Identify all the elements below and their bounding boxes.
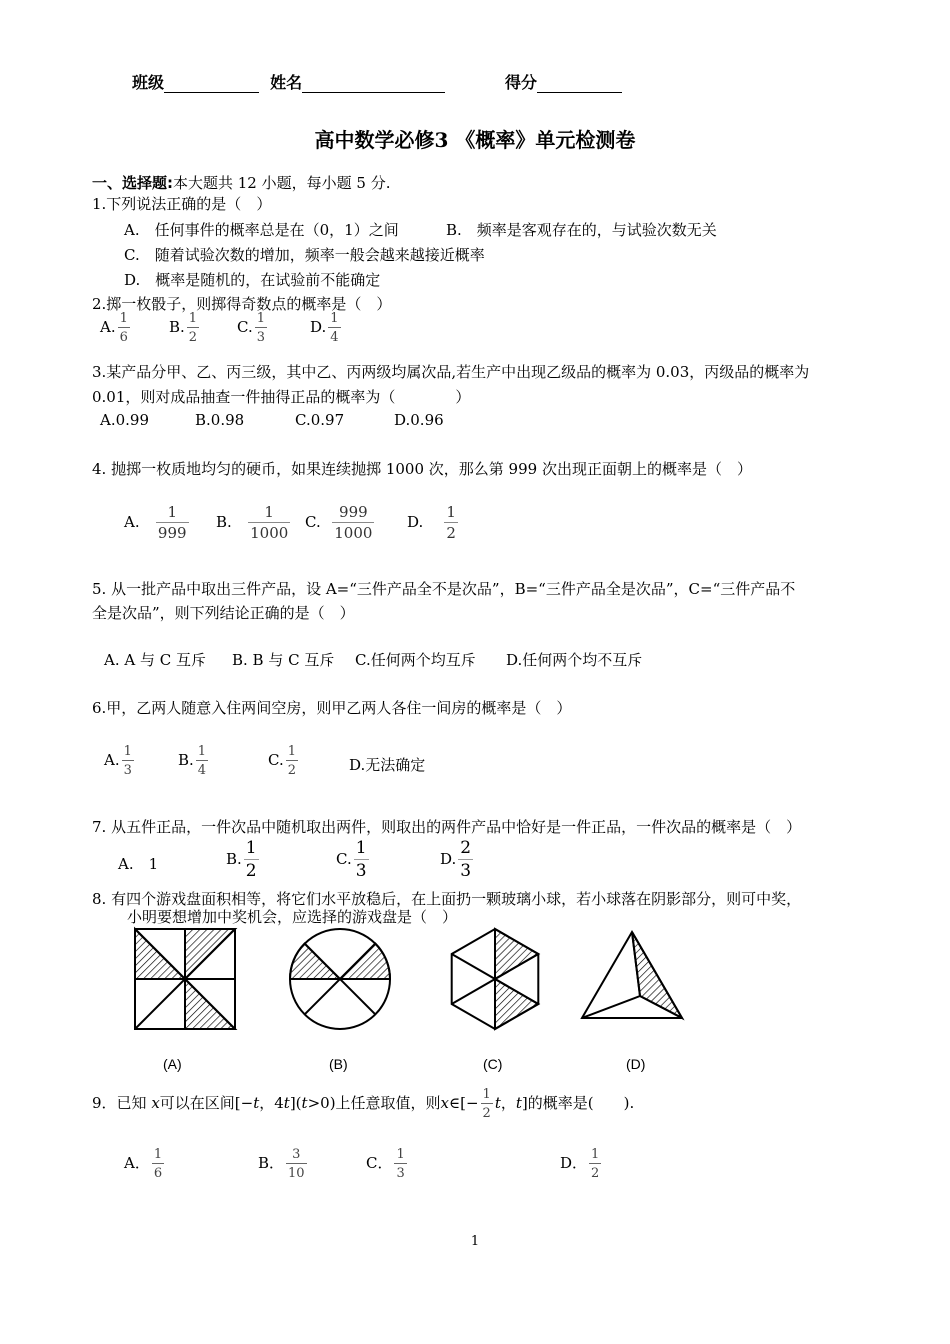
q4-option-d <box>407 505 460 541</box>
fraction: $\frac{1}{6}$ <box>119 311 128 345</box>
fraction: $\frac{1}{3}$ <box>355 838 367 881</box>
q7-option-b <box>226 840 261 880</box>
option-label: B. <box>169 318 185 336</box>
q9-stem <box>92 1088 634 1120</box>
q6-stem: 6.甲，乙两人随意入住两间空房，则甲乙两人各住一间房的概率是（ ） <box>92 699 572 717</box>
q5-stem-line2: 全是次品”，则下列结论正确的是（ ） <box>92 604 355 622</box>
q4-stem: 4. 抛掷一枚质地均匀的硬币，如果连续抛掷 1000 次，那么第 999 次出现正面朝上的概率是（ ） <box>92 460 752 478</box>
q9-option-c <box>366 1148 409 1180</box>
fraction: $\frac{1}{999}$ <box>157 503 187 542</box>
board-a <box>135 929 235 1029</box>
q3-option-b: B.0.98 <box>195 411 245 429</box>
q9-text: ，4 <box>259 1094 284 1112</box>
fraction: $\frac{3}{10}$ <box>288 1147 305 1181</box>
q6-option-c <box>268 745 300 777</box>
fraction: $\frac{999}{1000}$ <box>334 503 373 542</box>
option-label: C. <box>237 318 253 336</box>
q5-option-a: A. A 与 C 互斥 <box>104 651 206 669</box>
option-label: D． <box>560 1154 588 1172</box>
q1-option-b: B. 频率是客观存在的，与试验次数无关 <box>446 221 717 239</box>
q1-option-a: A. 任何事件的概率总是在（0，1）之间 <box>124 221 399 239</box>
fraction: $\frac{1}{2}$ <box>591 1147 600 1181</box>
var-t: t <box>253 1094 260 1112</box>
q6-option-d: D.无法确定 <box>349 756 426 774</box>
q2-option-c <box>237 312 269 344</box>
class-blank[interactable] <box>164 76 259 93</box>
option-label: A． <box>124 1154 150 1172</box>
section-heading-label: 一、选择题: <box>92 174 173 192</box>
q9-option-a <box>124 1148 166 1180</box>
option-label: A. <box>124 513 140 531</box>
q1-stem: 1.下列说法正确的是（ ） <box>92 195 272 213</box>
q5-stem-line1: 5. 从一批产品中取出三件产品，设 A=“三件产品全不是次品”，B=“三件产品全是次品”，C=“三件产品不 <box>92 580 796 598</box>
q2-stem: 2.掷一枚骰子，则掷得奇数点的概率是（ ） <box>92 295 392 313</box>
fraction: $\frac{1}{2}$ <box>245 838 257 881</box>
q9-text: ∈[− <box>449 1094 479 1112</box>
page-title: 高中数学必修3 《概率》单元检测卷 <box>314 128 636 152</box>
q5-option-d: D.任何两个均不互斥 <box>506 651 643 669</box>
q7-option-d <box>440 840 475 880</box>
fraction: $\frac{1}{4}$ <box>330 311 339 345</box>
fraction: $\frac{1}{3}$ <box>396 1147 405 1181</box>
caption-b: (B) <box>329 1056 348 1072</box>
q9-text: ]( <box>289 1094 302 1112</box>
option-label: B. <box>178 751 194 769</box>
q5-option-b: B. B 与 C 互斥 <box>232 651 335 669</box>
fraction: $\frac{1}{2}$ <box>446 503 456 542</box>
fraction: $\frac{2}{3}$ <box>460 838 472 881</box>
score-field <box>505 70 622 93</box>
q7-stem: 7. 从五件正品，一件次品中随机取出两件，则取出的两件产品中恰好是一件正品，一件次品的概率是（ ） <box>92 818 802 836</box>
q3-stem-line1: 3.某产品分甲、乙、丙三级，其中乙、丙两级均属次品,若生产中出现乙级品的概率为 0.03，丙级品的概率为 <box>92 363 810 381</box>
option-label: D. <box>310 318 327 336</box>
option-label: B. <box>216 513 232 531</box>
q9-text: ]的概率是( ). <box>521 1094 635 1112</box>
fraction: $\frac{1}{2}$ <box>287 744 296 778</box>
option-label: A. <box>104 751 120 769</box>
q3-option-c: C.0.97 <box>295 411 345 429</box>
score-blank[interactable] <box>537 76 622 93</box>
option-label: C. <box>336 850 352 868</box>
name-blank[interactable] <box>302 76 445 93</box>
fraction: $\frac{1}{4}$ <box>197 744 207 778</box>
q9-text: ， <box>500 1094 516 1112</box>
var-t: t <box>301 1094 308 1112</box>
option-label: B． <box>258 1154 285 1172</box>
caption-a: (A) <box>163 1056 182 1072</box>
q8-stem-line2: 小明要想增加中奖机会，应选择的游戏盘是（ ） <box>127 908 458 926</box>
fraction: $\frac{1}{2}$ <box>188 311 198 345</box>
fraction: $\frac{1}{3}$ <box>256 311 265 345</box>
var-t: t <box>494 1094 501 1112</box>
q9-text: 可以在区间[− <box>159 1094 254 1112</box>
game-boards-figure <box>120 924 700 1084</box>
fraction: $\frac{1}{6}$ <box>153 1147 163 1181</box>
q3-option-a: A.0.99 <box>100 411 149 429</box>
board-c <box>452 929 539 1029</box>
section-description: 本大题共 12 小题，每小题 5 分. <box>173 174 391 192</box>
q2-option-a <box>100 312 132 344</box>
q2-option-d <box>310 312 343 344</box>
name-label: 姓名 <box>270 73 303 92</box>
class-label: 班级 <box>132 73 165 92</box>
option-label: B. <box>226 850 242 868</box>
class-field <box>132 70 445 93</box>
q6-option-b <box>178 745 210 777</box>
board-d <box>582 932 682 1018</box>
board-b <box>290 929 390 1029</box>
option-label: A. <box>100 318 116 336</box>
q8-stem-line1: 8. 有四个游戏盘面积相等，将它们水平放稳后，在上面扔一颗玻璃小球，若小球落在阴影部分，则可中奖， <box>92 890 802 908</box>
q9-option-b <box>258 1148 309 1180</box>
option-label: C. <box>268 751 284 769</box>
fraction: $\frac{1}{2}$ <box>482 1087 491 1121</box>
q4-option-a <box>124 505 191 541</box>
q4-option-c <box>305 505 376 541</box>
q3-stem-line2: 0.01，则对成品抽查一件抽得正品的概率为（ ） <box>92 388 471 406</box>
section-heading <box>92 172 390 193</box>
q3-option-d: D.0.96 <box>394 411 444 429</box>
q1-option-d: D. 概率是随机的，在试验前不能确定 <box>124 271 381 289</box>
q2-option-b <box>169 312 201 344</box>
option-label: D. <box>440 850 457 868</box>
fraction: $\frac{1}{3}$ <box>123 744 132 778</box>
option-label: C． <box>366 1154 393 1172</box>
q5-option-c: C.任何两个均互斥 <box>355 651 476 669</box>
q9-option-d <box>560 1148 603 1180</box>
score-label: 得分 <box>505 73 538 92</box>
caption-d: (D) <box>626 1056 646 1072</box>
q7-option-c <box>336 840 371 880</box>
q4-option-b <box>216 505 292 541</box>
option-label: D. <box>407 513 424 531</box>
q1-option-c: C. 随着试验次数的增加，频率一般会越来越接近概率 <box>124 246 485 264</box>
q6-option-a <box>104 745 136 777</box>
option-label: C. <box>305 513 321 531</box>
fraction: $\frac{1}{1000}$ <box>250 503 289 542</box>
var-x: x <box>151 1094 160 1112</box>
q9-text: >0)上任意取值，则 <box>307 1094 441 1112</box>
var-t: t <box>515 1094 522 1112</box>
caption-c: (C) <box>483 1056 503 1072</box>
page-number: 1 <box>470 1234 480 1249</box>
q7-option-a: A. 1 <box>118 855 159 873</box>
var-x: x <box>440 1094 450 1112</box>
var-t: t <box>283 1094 290 1112</box>
q9-text: 9．已知 <box>92 1094 147 1112</box>
